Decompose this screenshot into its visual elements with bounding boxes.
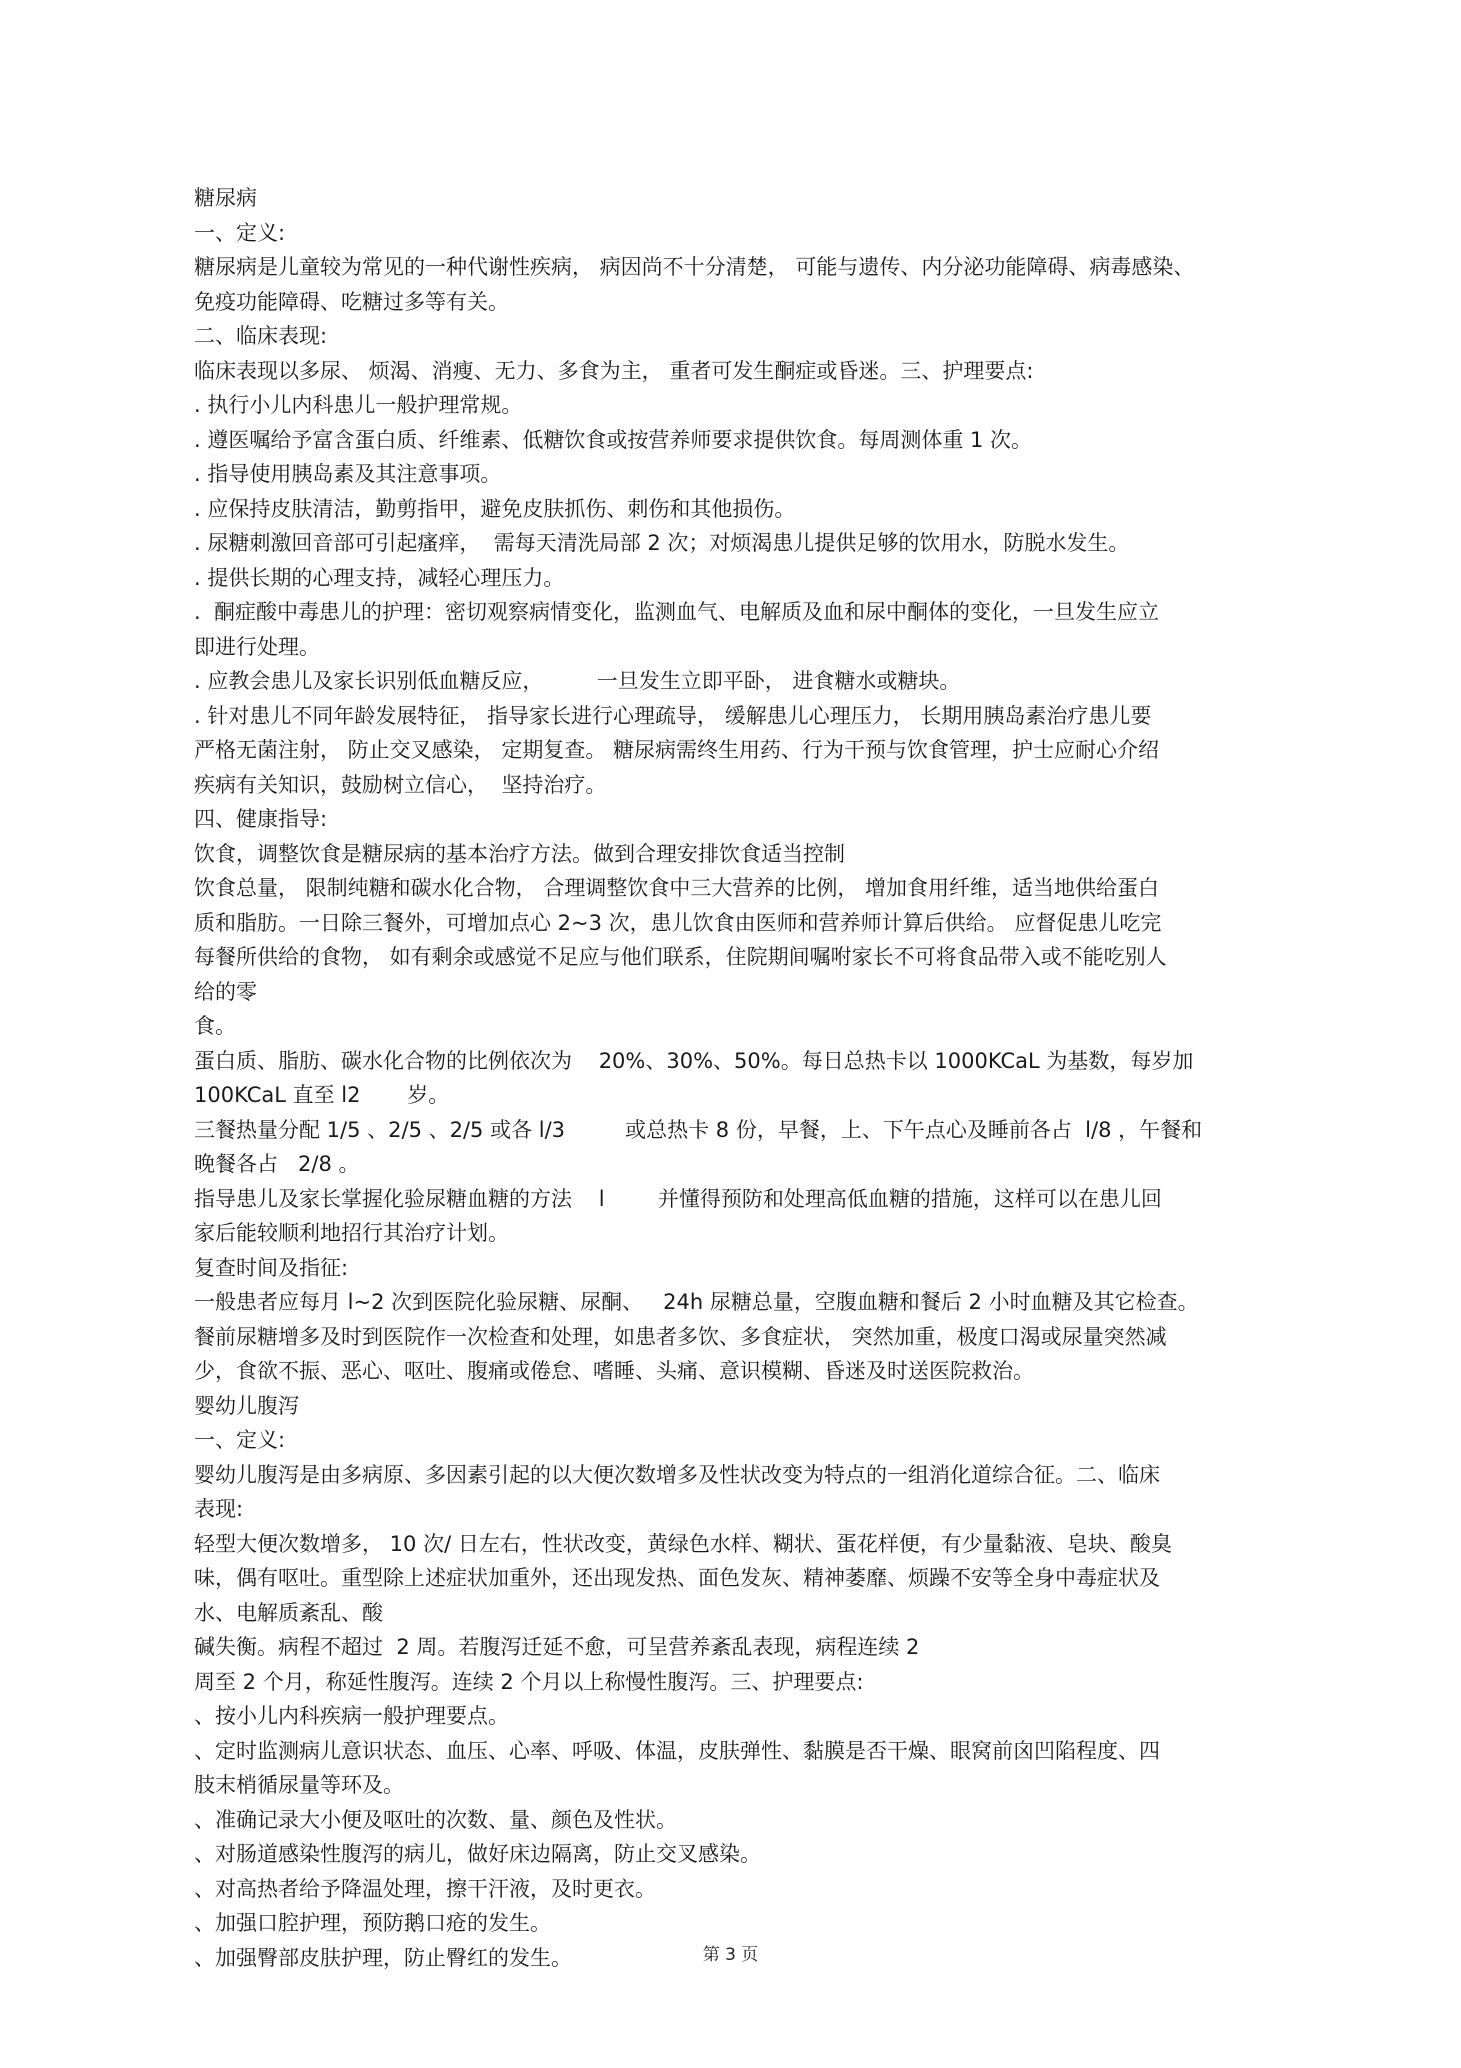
text-line: 、对高热者给予降温处理，擦干汗液，及时更衣。 <box>194 1876 656 1901</box>
text-line: 、准确记录大小便及呕吐的次数、量、颜色及性状。 <box>194 1807 677 1832</box>
text-line: 给的零 <box>194 979 257 1004</box>
text-line: 、对肠道感染性腹泻的病儿，做好床边隔离，防止交叉感染。 <box>194 1842 761 1866</box>
text-line: 表现: <box>194 1497 244 1521</box>
text-line: 水、电解质紊乱、酸 <box>194 1600 383 1625</box>
text-line: 家后能较顺利地招行其治疗计划。 <box>194 1221 509 1245</box>
page-number: 第 3 页 <box>702 1945 759 1965</box>
text-line: 一、定义: <box>194 1428 286 1452</box>
text-line: 、加强口腔护理，预防鹅口疮的发生。 <box>194 1911 551 1935</box>
text-line: 临床表现以多尿、 烦渴、消瘦、无力、多食为主， 重者可发生酮症或昏迷。三、护理要点: <box>194 358 1034 383</box>
text-line: 三餐热量分配 1/5 、2/5 、2/5 或各 l/3 或总热卡 8 份，早餐，上、下午点心及睡前各占 l/8 ，午餐和 <box>194 1117 1203 1142</box>
text-line: 少，食欲不振、恶心、呕吐、腹痛或倦怠、嗜睡、头痛、意识模糊、昏迷及时送医院救治。 <box>194 1359 1034 1383</box>
text-line: 免疫功能障碍、吃糖过多等有关。 <box>194 289 509 314</box>
text-line: 饮食总量， 限制纯糖和碳水化合物， 合理调整饮食中三大营养的比例， 增加食用纤维，适当地供给蛋白 <box>194 876 1160 900</box>
text-line: 四、健康指导: <box>194 807 328 831</box>
text-line: 复查时间及指征: <box>194 1255 349 1280</box>
text-line: . 提供长期的心理支持，减轻心理压力。 <box>194 565 565 590</box>
text-line: 即进行处理。 <box>194 634 320 659</box>
text-line: 二、临床表现: <box>194 324 328 348</box>
text-line: 婴幼儿腹泻 <box>194 1393 299 1418</box>
text-line: . 尿糖刺激回音部可引起瘙痒， 需每天清洗局部 2 次；对烦渴患儿提供足够的饮用水，防脱水发生。 <box>194 531 1130 555</box>
text-line: 饮食，调整饮食是糖尿病的基本治疗方法。做到合理安排饮食适当控制 <box>194 841 845 866</box>
text-line: 婴幼儿腹泻是由多病原、多因素引起的以大便次数增多及性状改变为特点的一组消化道综合征。二、临床 <box>194 1462 1160 1487</box>
text-line: . 针对患儿不同年龄发展特征， 指导家长进行心理疏导， 缓解患儿心理压力， 长期用胰岛素治疗患儿要 <box>194 703 1152 728</box>
text-line: 餐前尿糖增多及时到医院作一次检查和处理，如患者多饮、多食症状， 突然加重，极度口渴或尿量突然减 <box>194 1324 1167 1349</box>
text-line: 、按小儿内科疾病一般护理要点。 <box>194 1704 509 1728</box>
text-line: . 指导使用胰岛素及其注意事项。 <box>194 462 502 486</box>
text-line: 严格无菌注射， 防止交叉感染， 定期复查。 糖尿病需终生用药、行为干预与饮食管理，护士应耐心介绍 <box>194 738 1160 762</box>
text-line: 糖尿病是儿童较为常见的一种代谢性疾病， 病因尚不十分清楚， 可能与遗传、内分泌功能障碍、病毒感染、 <box>194 255 1195 279</box>
text-line: 质和脂肪。一日除三餐外，可增加点心 2~3 次，患儿饮食由医师和营养师计算后供给。 应督促患儿吃完 <box>194 910 1162 935</box>
document-body <box>194 181 1279 1975</box>
text-line: . 执行小儿内科患儿一般护理常规。 <box>194 393 523 417</box>
text-line: 100KCaL 直至 l2 岁。 <box>194 1083 450 1107</box>
text-line: 、加强臀部皮肤护理，防止臀红的发生。 <box>194 1945 572 1970</box>
text-line: 疾病有关知识，鼓励树立信心， 坚持治疗。 <box>194 772 607 797</box>
text-line: 蛋白质、脂肪、碳水化合物的比例依次为 20%、30%、50%。每日总热卡以 1000KCaL 为基数，每岁加 <box>194 1048 1194 1073</box>
text-line: . 应保持皮肤清洁，勤剪指甲，避免皮肤抓伤、刺伤和其他损伤。 <box>194 496 796 521</box>
text-line: 每餐所供给的食物， 如有剩余或感觉不足应与他们联系，住院期间嘱咐家长不可将食品带入或不能吃别人 <box>194 945 1167 969</box>
text-line: 肢末梢循尿量等环及。 <box>194 1773 404 1797</box>
text-line: 指导患儿及家长掌握化验尿糖血糖的方法 l 并懂得预防和处理高低血糖的措施，这样可以在患儿回 <box>194 1186 1162 1211</box>
text-line: . 应教会患儿及家长识别低血糖反应， 一旦发生立即平卧， 进食糖水或糖块。 <box>194 669 961 693</box>
text-line: 食。 <box>194 1014 236 1038</box>
text-line: 糖尿病 <box>194 186 257 210</box>
text-line: 轻型大便次数增多， 10 次/ 日左右，性状改变，黄绿色水样、糊状、蛋花样便，有少量黏液、皂块、酸臭 <box>194 1531 1172 1556</box>
text-line: 周至 2 个月，称延性腹泻。连续 2 个月以上称慢性腹泻。三、护理要点: <box>194 1669 864 1694</box>
text-line: 一、定义: <box>194 220 286 245</box>
text-line: 、定时监测病儿意识状态、血压、心率、呼吸、体温，皮肤弹性、黏膜是否干燥、眼窝前囟凹陷程度、四 <box>194 1738 1160 1763</box>
text-line: 晚餐各占 2/8 。 <box>194 1152 360 1176</box>
text-line: 碱失衡。病程不超过 2 周。若腹泻迁延不愈，可呈营养紊乱表现，病程连续 2 <box>194 1635 920 1659</box>
text-line: . 遵医嘱给予富含蛋白质、纤维素、低糖饮食或按营养师要求提供饮食。每周测体重 1 次。 <box>194 427 1033 452</box>
text-line: . 酮症酸中毒患儿的护理：密切观察病情变化，监测血气、电解质及血和尿中酮体的变化，一旦发生应立 <box>194 600 1160 624</box>
text-line: 味，偶有呕吐。重型除上述症状加重外，还出现发热、面色发灰、精神萎靡、烦躁不安等全身中毒症状及 <box>194 1566 1160 1590</box>
text-line: 一般患者应每月 l~2 次到医院化验尿糖、尿酮、 24h 尿糖总量，空腹血糖和餐后 2 小时血糖及其它检查。 <box>194 1290 1199 1314</box>
